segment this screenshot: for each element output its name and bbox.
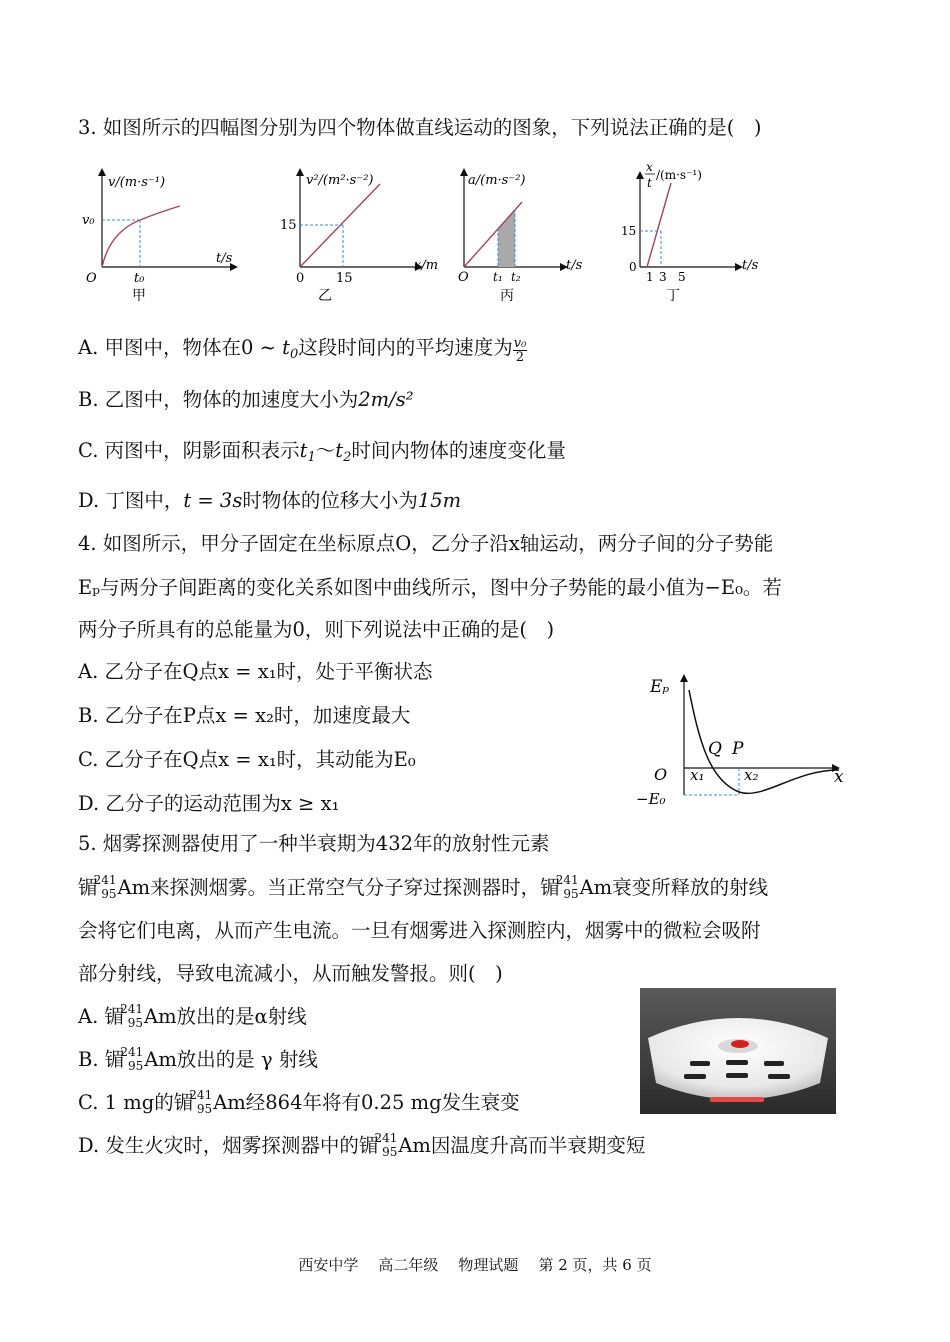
ep-ylabel: Eₚ [650, 677, 670, 697]
q4-option-d[interactable]: D. 乙分子的运动范围为x ≥ x₁ [78, 792, 340, 815]
ep-xlabel: x [834, 767, 844, 787]
footer-page-number: 第 2 页，共 6 页 [538, 1256, 652, 1274]
am-nuclide: 241 95 [555, 873, 579, 901]
ding-origin: 0 [629, 260, 637, 274]
ding-ylabel-unit: /(m·s⁻¹) [656, 168, 702, 182]
q5-stem-line1: 5. 烟雾探测器使用了一种半衰期为432年的放射性元素 [78, 832, 550, 855]
q4-option-b[interactable]: B. 乙分子在P点x = x₂时，加速度最大 [78, 704, 411, 727]
yi-xtick: 15 [336, 271, 353, 286]
ep-x2: x₂ [744, 766, 759, 784]
ding-ylabel-den: t [647, 176, 652, 190]
q4-option-c[interactable]: C. 乙分子在Q点x = x₁时，其动能为E₀ [78, 748, 416, 771]
q5-option-b[interactable]: B. 镅 241 95 Am放出的是 γ 射线 [78, 1045, 318, 1073]
yi-xlabel: x/m [414, 258, 439, 273]
q5-stem-line2: 镅 241 95 Am来探测烟雾。当正常空气分子穿过探测器时，镅 241 95 Am衰变所释放的射线 [78, 873, 769, 901]
avg-velocity-fraction: $\frac{\text{v₀}}{2}$ [513, 336, 527, 365]
bing-caption: 丙 [500, 288, 514, 304]
ding-ylabel-num: x [646, 160, 653, 174]
q4-stem-line2: Eₚ与两分子间距离的变化关系如图中曲线所示，图中分子势能的最小值为−E₀。若 [78, 576, 782, 599]
graph-yi [280, 162, 450, 307]
am-nuclide: 241 95 [120, 1045, 144, 1073]
ep-point-p: P [732, 739, 744, 759]
q3-option-a[interactable]: A. 甲图中，物体在0 ~ $t_0$这段时间内的平均速度为 $\frac{\text{v₀}}{2}$ [78, 336, 527, 365]
smoke-detector-photo [640, 988, 836, 1114]
ding-caption: 丁 [666, 288, 680, 304]
jia-xlabel: t/s [216, 251, 233, 266]
potential-energy-graph [634, 670, 854, 815]
q4-stem-line3: 两分子所具有的总能量为0，则下列说法中正确的是( ) [78, 618, 555, 641]
q5-option-c[interactable]: C. 1 mg的镅 241 95 Am经864年将有0.25 mg发生衰变 [78, 1088, 520, 1116]
bing-xlabel: t/s [566, 258, 583, 273]
footer-grade: 高二年级 [378, 1256, 439, 1274]
footer-school: 西安中学 [298, 1256, 359, 1274]
graph-ding [620, 155, 770, 307]
q3-option-b[interactable]: B. 乙图中，物体的加速度大小为2m/s² [78, 388, 414, 411]
ep-x1: x₁ [690, 766, 705, 784]
q5-option-d[interactable]: D. 发生火灾时，烟雾探测器中的镅 241 95 Am因温度升高而半衰期变短 [78, 1131, 646, 1159]
graph-bing [460, 162, 610, 307]
ep-point-q: Q [708, 739, 722, 759]
graph-jia [80, 162, 250, 307]
q5-option-a[interactable]: A. 镅 241 95 Am放出的是α射线 [78, 1002, 307, 1030]
footer-subject: 物理试题 [458, 1256, 519, 1274]
ep-origin: O [654, 765, 668, 784]
jia-xtick: t₀ [134, 271, 145, 286]
bing-origin: O [458, 270, 469, 285]
am-nuclide: 241 95 [120, 1002, 143, 1030]
ding-ytick: 15 [621, 224, 637, 238]
bing-xtick1: t₁ [493, 270, 503, 284]
page-footer [0, 1254, 950, 1275]
am-nuclide: 241 95 [374, 1131, 398, 1159]
jia-origin: O [86, 271, 97, 286]
am-nuclide: 241 95 [93, 873, 117, 901]
bing-ylabel: a/(m·s⁻²) [468, 173, 526, 188]
q4-stem-line1: 4. 如图所示，甲分子固定在坐标原点O，乙分子沿x轴运动，两分子间的分子势能 [78, 532, 774, 555]
q5-stem-line3: 会将它们电离，从而产生电流。一旦有烟雾进入探测腔内，烟雾中的微粒会吸附 [78, 919, 761, 942]
q3-option-d[interactable]: D. 丁图中，t = 3s时物体的位移大小为15m [78, 489, 462, 512]
am-nuclide: 241 95 [189, 1088, 213, 1116]
jia-ytick: v₀ [82, 213, 95, 228]
q4-option-a[interactable]: A. 乙分子在Q点x = x₁时，处于平衡状态 [78, 660, 433, 683]
yi-origin: 0 [296, 271, 305, 286]
q5-stem-line4: 部分射线，导致电流减小，从而触发警报。则( ) [78, 962, 503, 985]
jia-caption: 甲 [132, 288, 146, 304]
ding-xticks: 1 3 5 [646, 270, 686, 284]
yi-ytick: 15 [280, 218, 297, 233]
yi-caption: 乙 [318, 288, 332, 304]
q3-stem: 3. 如图所示的四幅图分别为四个物体做直线运动的图象，下列说法正确的是( ) [78, 116, 762, 139]
jia-ylabel: v/(m·s⁻¹) [108, 175, 166, 190]
bing-xtick2: t₂ [511, 270, 521, 284]
yi-ylabel: v²/(m²·s⁻²) [306, 173, 374, 188]
ding-xlabel: t/s [742, 258, 759, 273]
q3-option-c[interactable]: C. 丙图中，阴影面积表示$t_1\sim t_2$时间内物体的速度变化量 [78, 439, 566, 465]
ep-neg-e0: −E₀ [636, 790, 666, 808]
